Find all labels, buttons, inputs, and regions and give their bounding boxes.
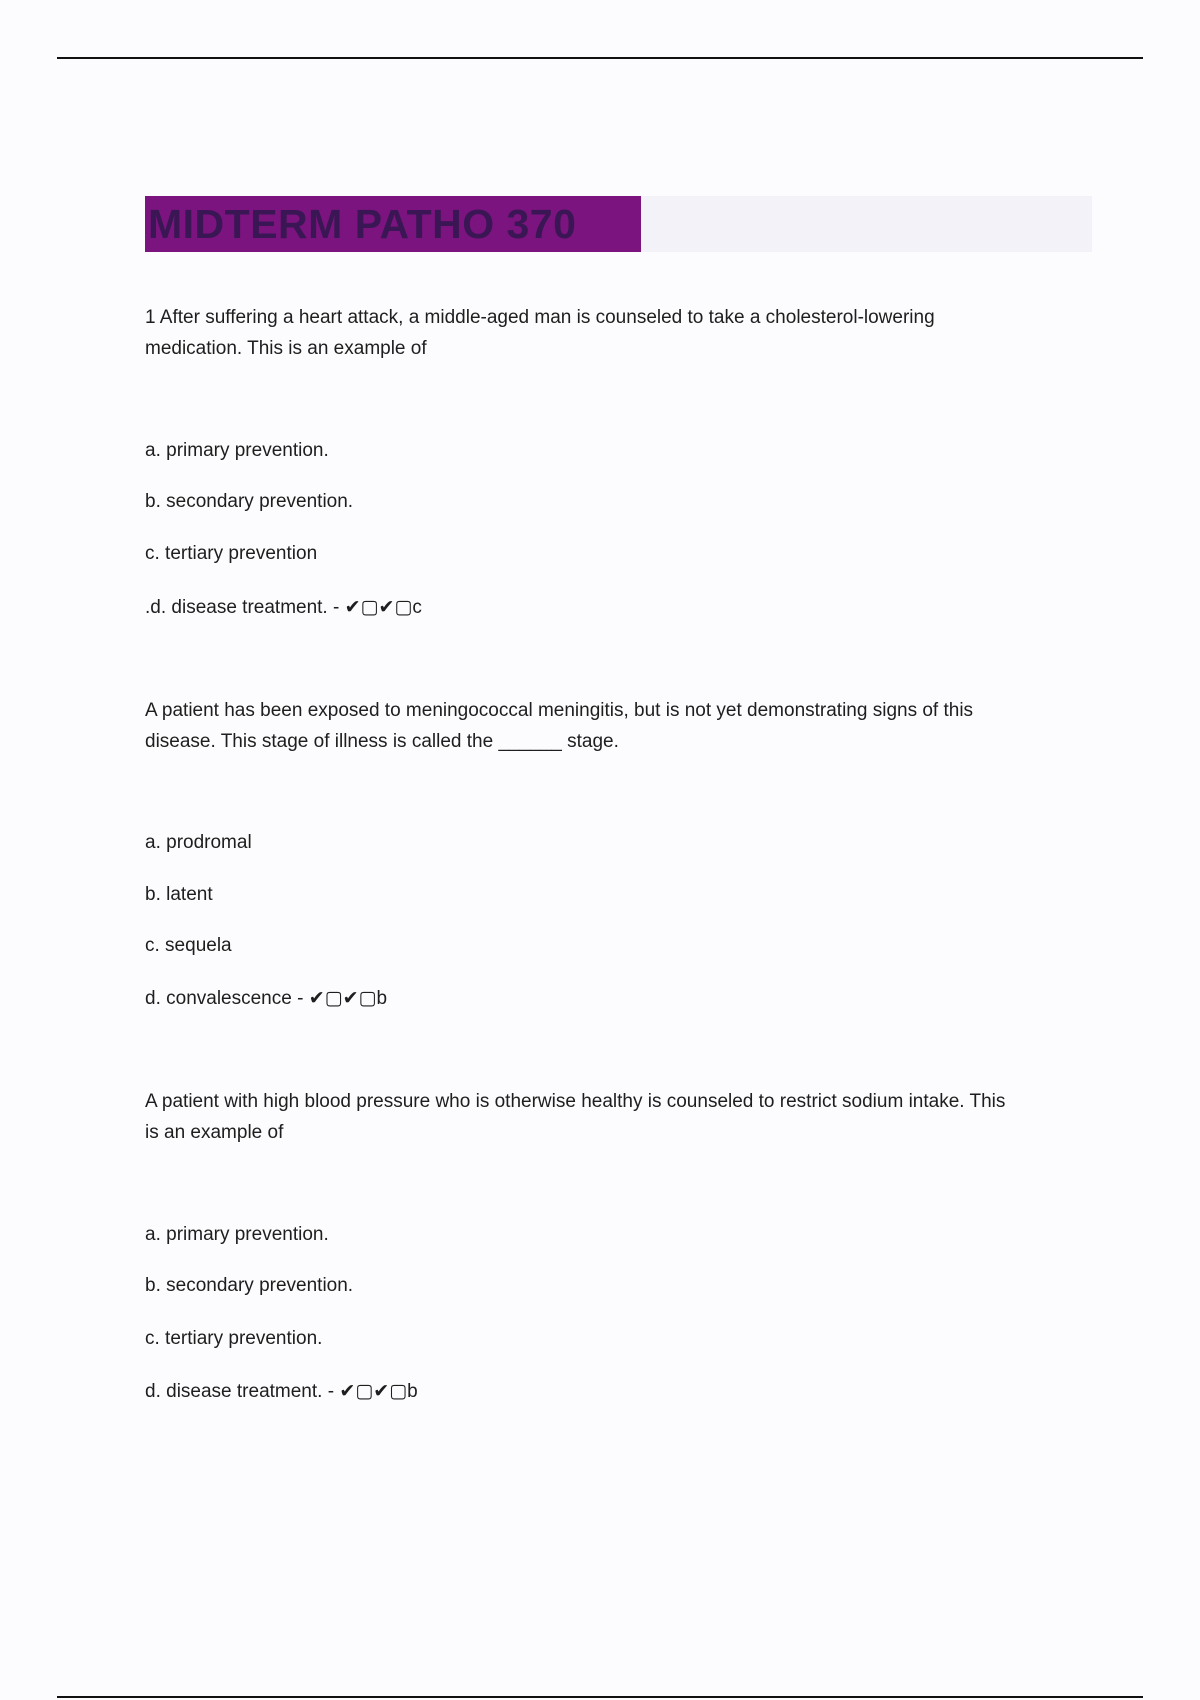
question-2-option-d-text: d. convalescence - [145, 988, 304, 1009]
question-3-line-2: is an example of [145, 1122, 284, 1143]
bottom-rule [57, 1696, 1143, 1698]
question-2-answer: b [376, 988, 388, 1009]
question-1-option-a: a. primary prevention. [145, 440, 329, 461]
question-2-option-a: a. prodromal [145, 832, 252, 853]
question-2-line-2: disease. This stage of illness is called the ______ stage. [145, 731, 619, 752]
question-3-option-b: b. secondary prevention. [145, 1275, 354, 1296]
question-3 [145, 1086, 1105, 1148]
question-3-answer: b [407, 1381, 418, 1402]
checkmark-icon: ✔▢✔▢ [344, 596, 413, 618]
question-2 [145, 695, 1105, 757]
question-2-option-d [145, 985, 387, 1012]
top-rule [57, 57, 1143, 59]
question-3-option-c: c. tertiary prevention. [145, 1328, 323, 1349]
question-1 [145, 302, 1105, 364]
question-1-option-c: c. tertiary prevention [145, 543, 318, 564]
checkmark-icon: ✔▢✔▢ [339, 1380, 408, 1402]
title-highlight [145, 196, 641, 252]
question-3-line-1: A patient with high blood pressure who is otherwise healthy is counseled to restrict sodium intake. This [145, 1091, 1006, 1112]
question-1-line-2: medication. This is an example of [145, 338, 427, 359]
question-1-option-d [145, 594, 422, 621]
question-2-line-1: A patient has been exposed to meningococcal meningitis, but is not yet demonstrating signs of this [145, 700, 974, 721]
question-1-option-b: b. secondary prevention. [145, 491, 354, 512]
question-2-option-b: b. latent [145, 884, 213, 905]
checkmark-icon: ✔▢✔▢ [308, 987, 377, 1009]
question-2-option-c: c. sequela [145, 935, 232, 956]
question-1-option-d-text: .d. disease treatment. - [145, 597, 340, 618]
question-3-option-d [145, 1378, 418, 1405]
document-title: MIDTERM PATHO 370 [148, 201, 577, 247]
question-1-answer: c [412, 597, 422, 618]
question-1-line-1: 1 After suffering a heart attack, a middle-aged man is counseled to take a cholesterol-lowering [145, 307, 935, 328]
question-3-option-a: a. primary prevention. [145, 1224, 329, 1245]
question-3-option-d-text: d. disease treatment. - [145, 1381, 335, 1402]
